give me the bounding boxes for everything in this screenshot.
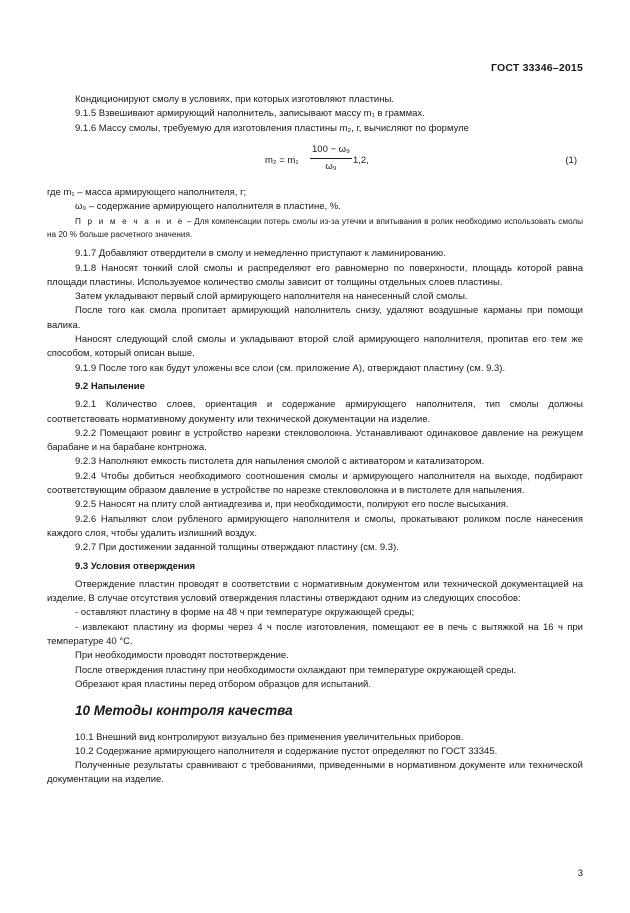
paragraph: При необходимости проводят постотверждение. [75, 650, 289, 662]
paragraph: 9.2.3 Наполняют емкость пистолета для напыления смолой с активатором и катализатором. [75, 456, 485, 468]
paragraph: После отверждения пластину при необходимости охлаждают при температуре окружающей среды. [75, 664, 517, 676]
paragraph: Обрезают края пластины перед отбором образцов для испытаний. [75, 678, 371, 690]
paragraph: 9.2.4 Чтобы добиться необходимого соотношения смолы и армирующего наполнителя на выходе, подбирают соответствующим образом давление в устройстве по нарезке стекловолокна и в пистолете для напыления. [47, 470, 583, 497]
page-number: 3 [577, 868, 583, 879]
note-text: – Для компенсации потерь смолы из-за утечки и впитывания в ролик необходимо использовать смолы на 20 % больше расчетного значения. [47, 217, 583, 239]
paragraph: Наносят следующий слой смолы и укладывают второй слой армирующего наполнителя, пропитав его тем же способом, который описан выше. [47, 334, 583, 360]
paragraph: 9.2.1 Количество слоев, ориентация и содержание армирующего наполнителя, тип смолы должны соответствовать нормативному документу или технической документации на изделие. [47, 399, 583, 425]
paragraph: 9.1.9 После того как будут уложены все слои (см. приложение А), отверждают пластину (см. 9.3). [75, 362, 506, 374]
formula-rhs: 1,2, [353, 154, 369, 166]
paragraph: 9.2.2 Помещают ровинг в устройство нарезки стекловолокна. Устанавливают одинаковое давление на режущем барабане и на барабане контрножа. [47, 427, 583, 454]
paragraph: 9.1.8 Наносят тонкий слой смолы и распределяют его равномерно по поверхности, площадь которой равна площади пластины. Используемое количество смолы зависит от толщины отдельных слоев пластины. [47, 262, 583, 288]
paragraph: Отверждение пластин проводят в соответствии с нормативным документом или технической документацией на изделие. В случае отсутствия условий отверждения пластины отверждают одним из следующих способов: [47, 578, 583, 605]
formula-fraction [310, 143, 352, 175]
list-item: - оставляют пластину в форме на 48 ч при температуре окружающей среды; [75, 607, 415, 619]
list-item: - извлекают пластину из формы через 4 ч после изготовления, помещают ее в печь с вытяжкой на 16 ч при температуре 40 °С. [47, 621, 583, 648]
chapter-heading: 10 Методы контроля качества [75, 703, 293, 719]
paragraph: 9.2.5 Наносят на плиту слой антиадгезива и, при необходимости, полируют его после высыхания. [75, 499, 509, 511]
paragraph: 9.1.6 Массу смолы, требуемую для изготовления пластины m₂, г, вычисляют по формуле [75, 122, 469, 134]
paragraph: 10.1 Внешний вид контролируют визуально без применения увеличительных приборов. [75, 731, 464, 743]
paragraph: Затем укладывают первый слой армирующего наполнителя на нанесенный слой смолы. [75, 291, 468, 303]
formula-where-1: где m₁ – масса армирующего наполнителя, г; [47, 186, 247, 198]
document-id: ГОСТ 33346–2015 [490, 62, 583, 74]
formula-where-2: ω₉ – содержание армирующего наполнителя в пластине, %. [75, 201, 341, 213]
paragraph: 9.2.6 Напыляют слои рубленого армирующего наполнителя и смолы, прокатывают роликом после нанесения каждого слоя, чтобы удалить излишний воздух. [47, 513, 583, 539]
formula-denominator: ω₉ [325, 161, 337, 173]
page-body [47, 93, 583, 788]
formula-numerator: 100 − ω₉ [310, 143, 352, 159]
paragraph: 10.2 Содержание армирующего наполнителя и содержание пустот определяют по ГОСТ 33345. [75, 745, 498, 757]
section-heading: 9.2 Напыление [75, 380, 145, 392]
paragraph: После того как смола пропитает армирующий наполнитель снизу, удаляют воздушные карманы при помощи валика. [47, 305, 583, 331]
formula-lhs: m₂ = m₁ [265, 154, 299, 166]
paragraph: 9.2.7 При достижении заданной толщины отверждают пластину (см. 9.3). [75, 542, 399, 554]
note-label: П р и м е ч а н и е [75, 217, 185, 227]
paragraph: Полученные результаты сравнивают с требованиями, приведенными в нормативном документе или технической документации на изделие. [47, 760, 583, 786]
formula-1 [47, 140, 583, 184]
paragraph: 9.1.7 Добавляют отвердители в смолу и немедленно приступают к ламинированию. [75, 248, 446, 260]
formula-number: (1) [565, 154, 577, 166]
paragraph: Кондиционируют смолу в условиях, при которых изготовляют пластины. [75, 94, 394, 105]
paragraph: 9.1.5 Взвешивают армирующий наполнитель, записывают массу m₁ в граммах. [75, 108, 425, 120]
section-heading: 9.3 Условия отверждения [75, 560, 196, 572]
note [47, 216, 583, 241]
